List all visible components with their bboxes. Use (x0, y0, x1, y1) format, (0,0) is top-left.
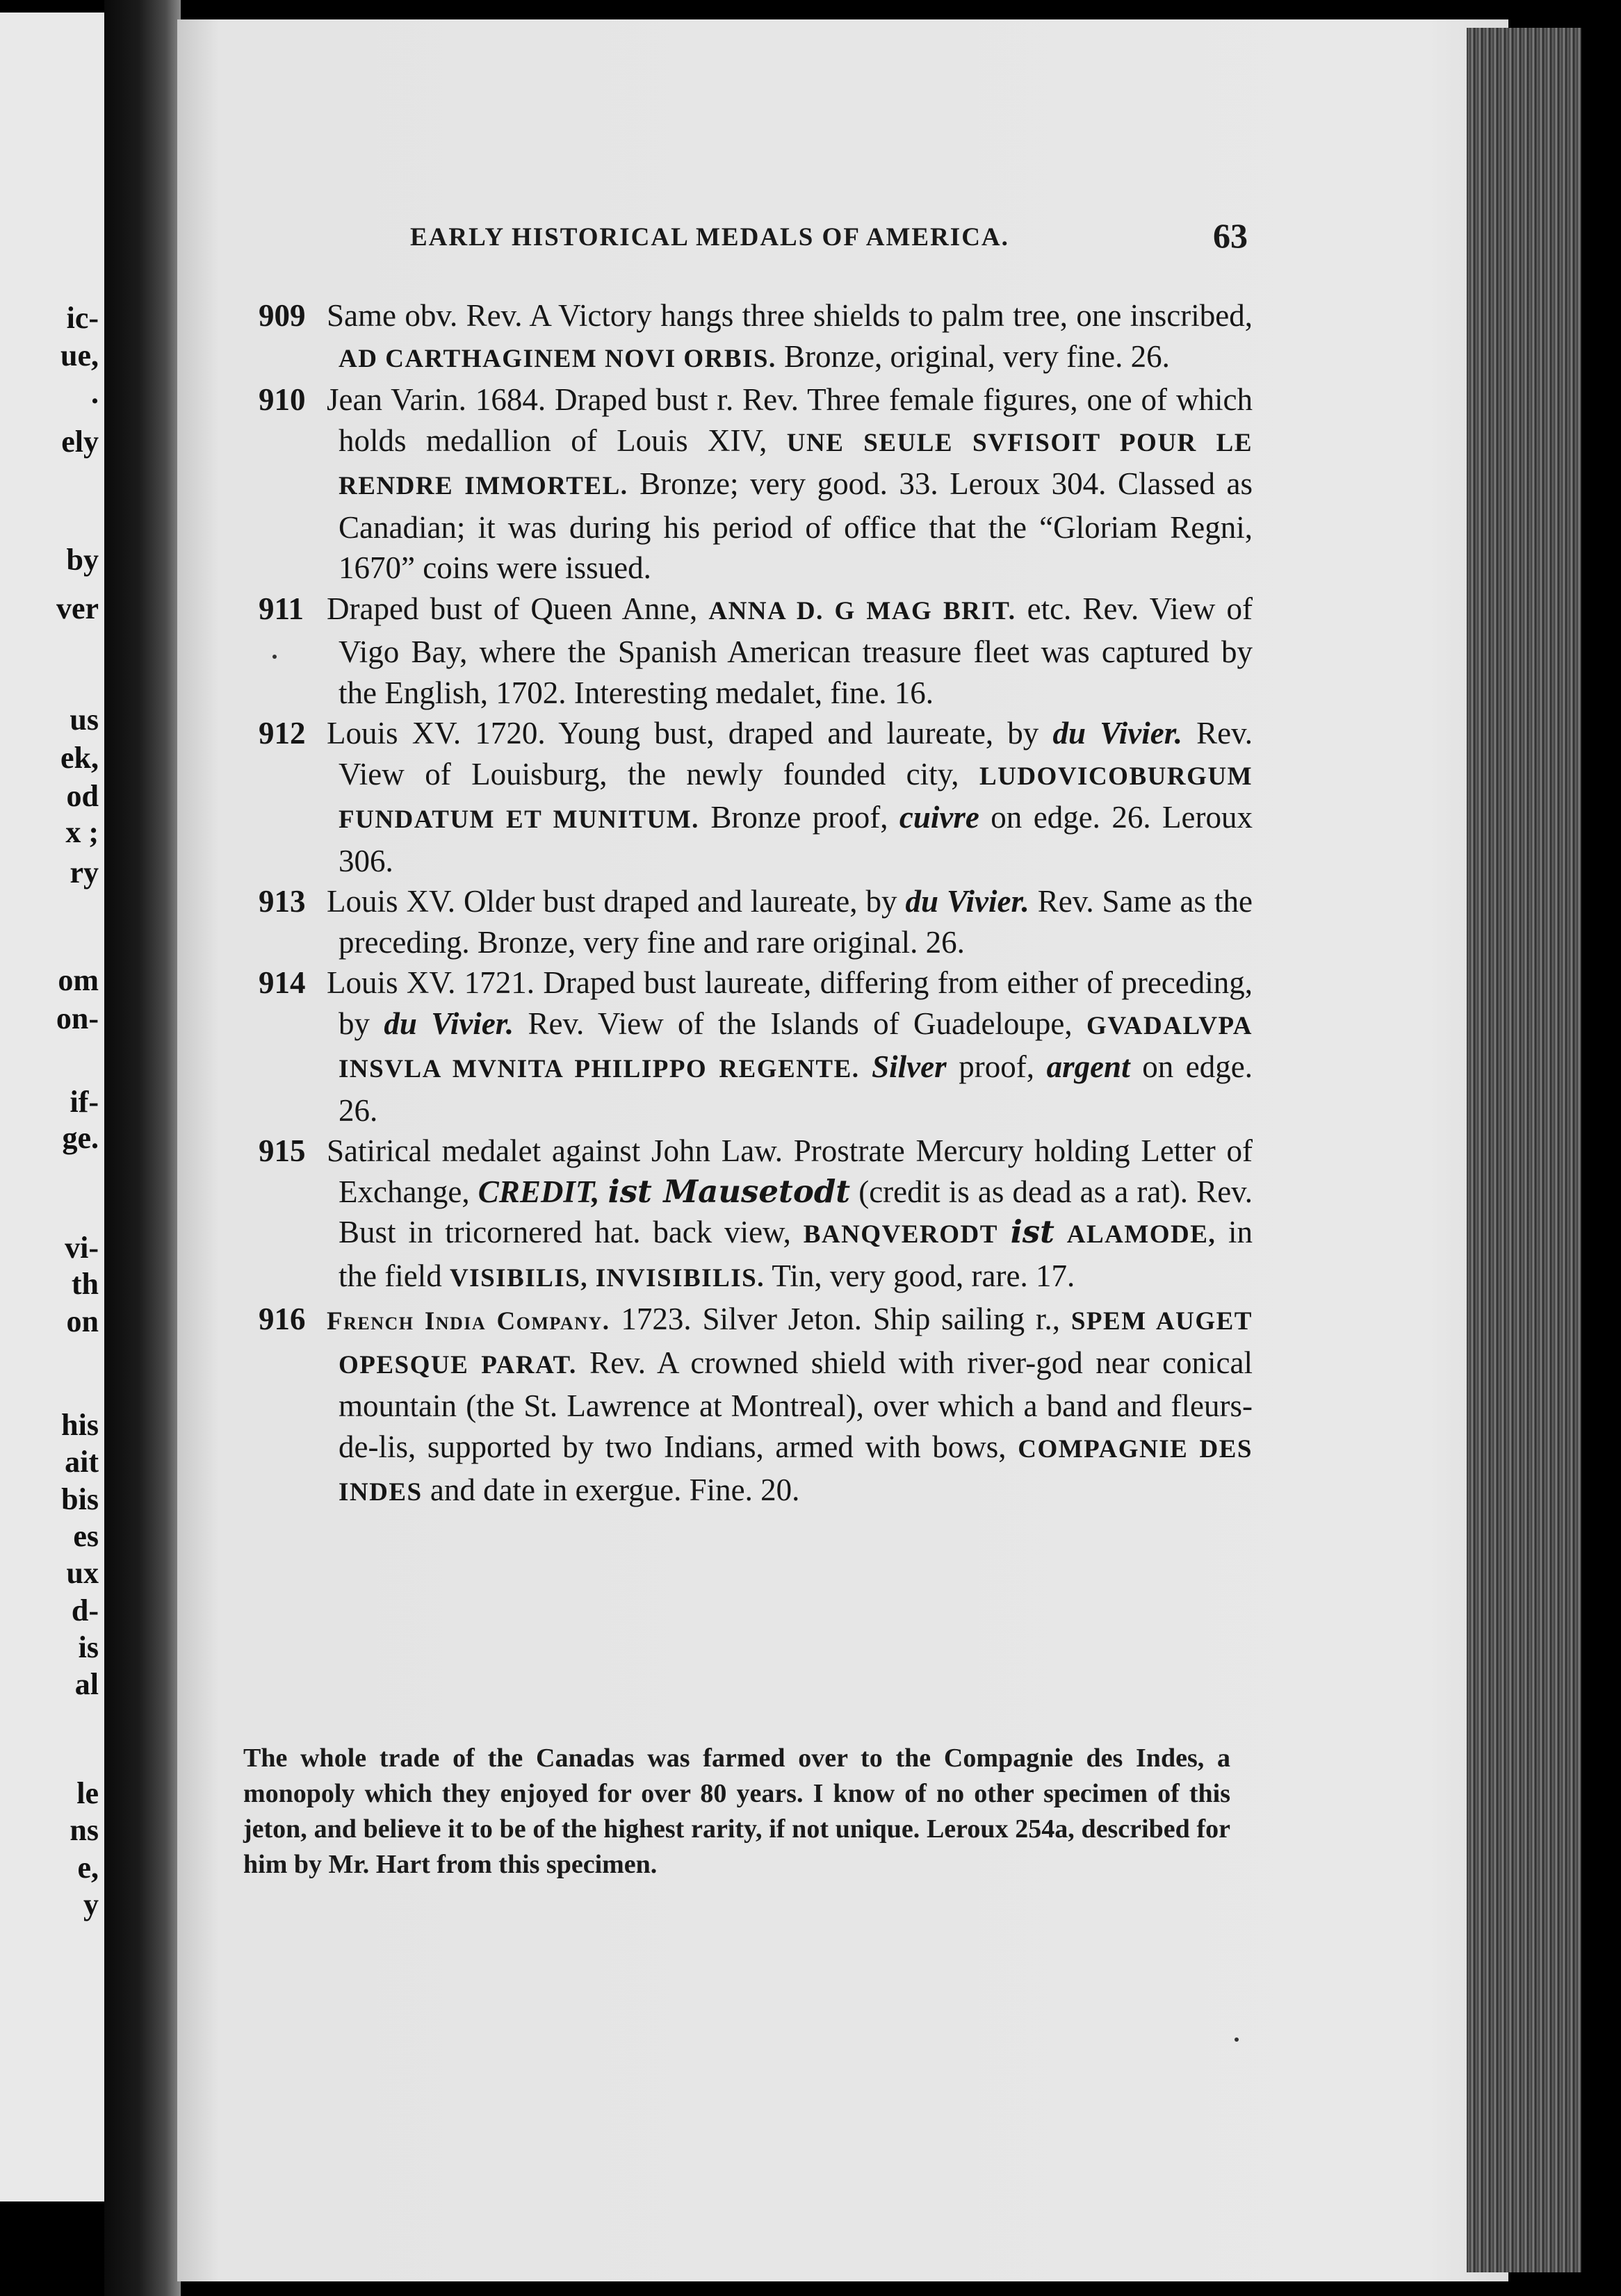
entry-text: Rev. View of Louisburg, the newly founded city, (339, 716, 1253, 792)
entry-text: cuivre (899, 800, 979, 835)
entry-text: in the field (339, 1215, 1253, 1293)
entry-number: 914 (259, 965, 306, 1000)
running-head: EARLY HISTORICAL MEDALS OF AMERICA. (410, 223, 1009, 252)
facing-page-text-fragment: od (66, 779, 99, 813)
facing-page-text-fragment: le (76, 1776, 99, 1810)
entry-text: Same obv. Rev. A Victory hangs three shields to palm tree, one inscribed, (327, 298, 1253, 333)
entry-text: GVADALVPA INSVLA MVNITA PHILIPPO REGENTE. (339, 1011, 1253, 1083)
entry-text: Rev. A crowned shield with river-god near conical mountain (the St. Lawrence at Montreal), over which a band and fleurs-de-lis, supported by two Indians, armed with bows, (339, 1345, 1253, 1464)
facing-page-text-fragment: if- (70, 1085, 99, 1119)
facing-page-text-fragment: ic- (66, 301, 99, 335)
entry-text: on edge. 26. (339, 1049, 1253, 1128)
entry-text: du Vivier. (905, 884, 1029, 919)
entry-text: Rev. View of the Islands of Guadeloupe, (514, 1006, 1087, 1041)
entry-text: argent (1046, 1049, 1130, 1084)
facing-page-text-fragment: ue, (60, 338, 99, 372)
facing-page-text-fragment: is (78, 1630, 99, 1664)
entry-number: 909 (259, 298, 306, 333)
facing-page-text-fragment: x ; (65, 815, 99, 849)
facing-page-text-fragment: his (61, 1408, 99, 1442)
facing-page-text-fragment: ux (66, 1556, 99, 1590)
facing-page-text-fragment: al (74, 1667, 99, 1701)
facing-page-text-fragment: ver (56, 591, 99, 625)
catalogue-entry (259, 881, 1253, 962)
entry-text: Louis XV. Older bust draped and laureate, by (327, 884, 906, 919)
catalogue-entry (259, 295, 1253, 379)
page-number: 63 (1213, 216, 1248, 255)
facing-page-text-fragment: ek, (60, 741, 99, 775)
catalogue-entry (259, 379, 1253, 589)
entry-text (599, 1174, 608, 1209)
entry-number: 911 (259, 591, 304, 626)
page-edges (1467, 28, 1585, 2272)
entry-text: Louis XV. 1720. Young bust, draped and laureate, by (327, 716, 1053, 751)
entry-text: Rev. Same as the preceding. Bronze, very fine and rare original. 26. (339, 884, 1253, 960)
entry-text: (credit is as dead as a rat). Rev. Bust in tricornered hat. back view, (339, 1174, 1253, 1249)
entry-text: ANNA D. G MAG BRIT. (708, 596, 1016, 625)
footnote-paragraph: The whole trade of the Canadas was farmed over to the Compagnie des Indes, a monopoly which they enjoyed for over 80 years. I know of no other specimen of this jeton, and believe it to be of the highest rarity, if not unique. Leroux 254a, described for him by Mr. Hart from this specimen. (243, 1744, 1230, 1879)
entry-text: Satirical medalet against John Law. Prostrate Mercury holding Letter of Exchange, (327, 1133, 1253, 1209)
facing-page-text-fragment: bis (61, 1482, 99, 1516)
entry-text: Tin, very good, rare. 17. (764, 1258, 1075, 1293)
entry-text: VISIBILIS, INVISIBILIS. (449, 1263, 765, 1293)
entry-text: ist (1010, 1213, 1054, 1250)
catalogue-entry (259, 962, 1253, 1131)
entry-text (1054, 1215, 1067, 1249)
entry-text: du Vivier. (384, 1006, 514, 1041)
facing-page-text-fragment: vi- (65, 1231, 99, 1265)
facing-page-text-fragment: e, (77, 1851, 99, 1885)
entry-text: on edge. 26. Leroux 306. (339, 800, 1253, 878)
facing-page-text-fragment: us (70, 703, 99, 737)
facing-page-text-fragment: . (91, 376, 99, 410)
facing-page-text-fragment: th (71, 1267, 99, 1301)
entry-number: 916 (259, 1302, 306, 1336)
entry-text: AD CARTHAGINEM NOVI ORBIS. (339, 344, 776, 373)
facing-page-text-fragment: y (83, 1887, 99, 1921)
entry-text: UNE SEULE SVFISOIT POUR LE RENDRE IMMORTEL. (339, 428, 1253, 500)
entry-text: Bronze proof, (699, 800, 899, 835)
facing-page-text-fragment: ns (70, 1813, 99, 1847)
book-gutter (104, 0, 181, 2296)
facing-page-text-fragment: ely (61, 425, 99, 459)
catalogue-entry (259, 1299, 1253, 1514)
entry-text: proof, (946, 1049, 1047, 1084)
entry-text: SPEM AUGET OPESQUE PARAT. (339, 1307, 1253, 1379)
catalogue-entry (259, 1131, 1253, 1299)
facing-page-text-fragment: on (66, 1304, 99, 1338)
facing-page-fragment (0, 13, 108, 2201)
entry-text: ALAMODE, (1066, 1220, 1216, 1249)
entry-text (860, 1049, 872, 1084)
facing-page-text-fragment: on- (56, 1001, 99, 1035)
entry-number: 912 (259, 716, 306, 751)
facing-page-text-fragment: ry (70, 855, 99, 889)
entry-text: and date in exergue. Fine. 20. (422, 1473, 800, 1507)
entry-text: Silver (872, 1049, 947, 1084)
entry-text: French India Company. (327, 1307, 610, 1336)
entry-text: Draped bust of Queen Anne, (327, 591, 709, 626)
entry-number: 913 (259, 884, 306, 919)
catalogue-entry (259, 713, 1253, 881)
facing-page-text-fragment: ait (65, 1445, 99, 1479)
background-edge (1581, 0, 1621, 2296)
entry-text: 1723. Silver Jeton. Ship sailing r., (610, 1302, 1071, 1336)
entry-text: Jean Varin. 1684. Draped bust r. Rev. Three female figures, one of which holds medallion of Louis XIV, (327, 382, 1253, 458)
catalogue-entries (259, 295, 1253, 1514)
catalogue-entry (259, 589, 1253, 714)
entry-text: LUDOVICOBURGUM FUNDATUM ET MUNITUM. (339, 762, 1253, 834)
print-speck (1235, 2037, 1239, 2042)
entry-number: 910 (259, 382, 306, 417)
entry-text: Louis XV. 1721. Draped bust laureate, differing from either of preceding, by (327, 965, 1253, 1041)
entry-text (998, 1215, 1011, 1249)
entry-text: du Vivier. (1052, 716, 1182, 751)
entry-text: ist Mausetodt (608, 1172, 851, 1210)
entry-text: Bronze, original, very fine. 26. (776, 338, 1170, 374)
entry-text: BANQVERODT (803, 1220, 998, 1249)
entry-text: CREDIT, (478, 1174, 600, 1209)
facing-page-text-fragment: om (58, 963, 99, 997)
entry-number: 915 (259, 1133, 306, 1168)
facing-page-text-fragment: es (73, 1519, 99, 1553)
entry-text: Bronze; very good. 33. Leroux 304. Classed as Canadian; it was during his period of office that the “Gloriam Regni, 1670” coins were issued. (339, 466, 1253, 585)
entry-text: COMPAGNIE DES INDES (339, 1434, 1253, 1507)
facing-page-text-fragment: by (66, 543, 99, 577)
facing-page-text-fragment: d- (71, 1593, 99, 1627)
print-speck (272, 655, 277, 659)
entry-text: etc. Rev. View of Vigo Bay, where the Spanish American treasure fleet was captured by the English, 1702. Interesting medalet, fine. 16. (339, 591, 1253, 710)
facing-page-text-fragment: ge. (62, 1121, 99, 1155)
